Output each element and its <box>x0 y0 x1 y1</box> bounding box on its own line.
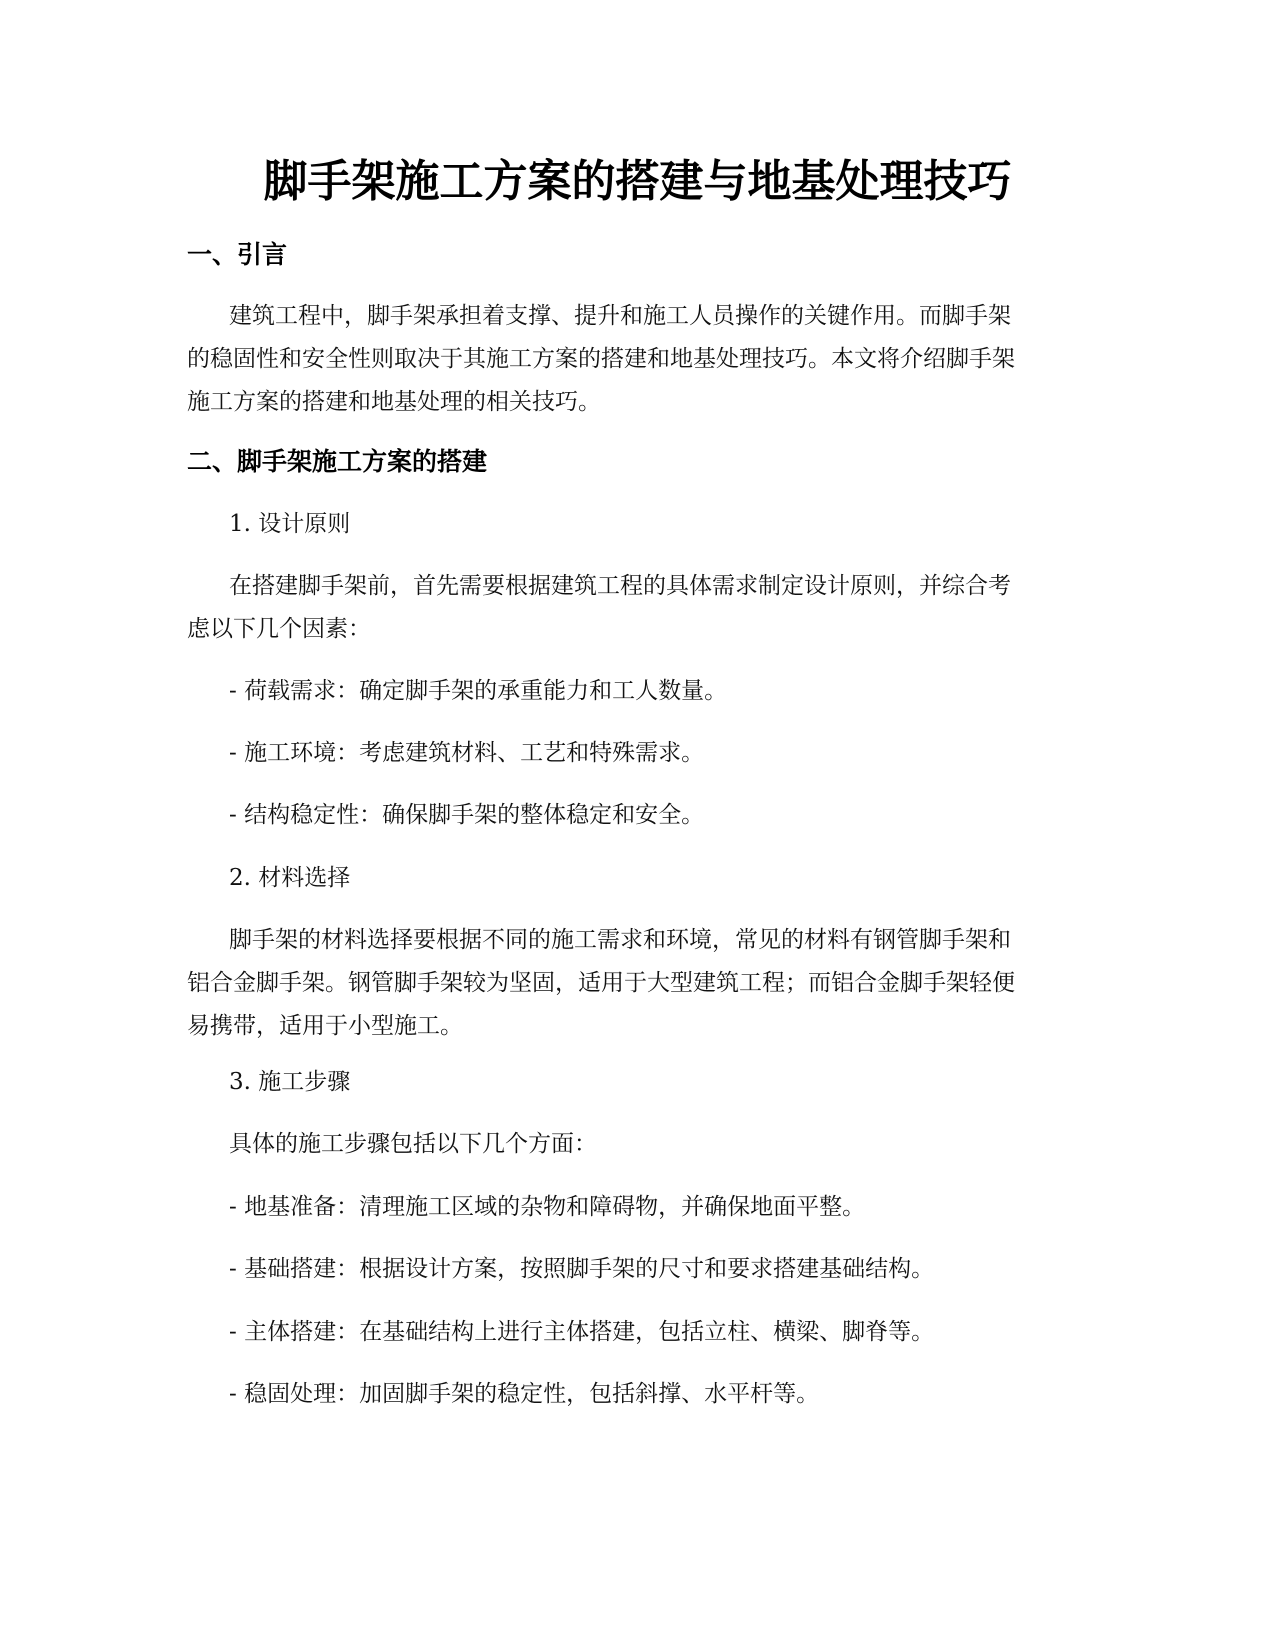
paragraph-line: 铝合金脚手架。钢管脚手架较为坚固，适用于大型建筑工程；而铝合金脚手架轻便 <box>187 970 1015 996</box>
list-item: - 施工环境：考虑建筑材料、工艺和特殊需求。 <box>229 740 705 766</box>
list-item: - 基础搭建：根据设计方案，按照脚手架的尺寸和要求搭建基础结构。 <box>229 1256 935 1282</box>
paragraph-line: 虑以下几个因素： <box>187 616 371 642</box>
document-title: 脚手架施工方案的搭建与地基处理技巧 <box>263 156 1012 207</box>
list-item: - 地基准备：清理施工区域的杂物和障碍物，并确保地面平整。 <box>229 1194 866 1220</box>
paragraph-line: 施工方案的搭建和地基处理的相关技巧。 <box>187 389 601 415</box>
paragraph-line: 的稳固性和安全性则取决于其施工方案的搭建和地基处理技巧。本文将介绍脚手架 <box>187 346 1015 372</box>
section-heading-construction: 二、脚手架施工方案的搭建 <box>187 447 488 476</box>
list-item: - 结构稳定性：确保脚手架的整体稳定和安全。 <box>229 802 705 828</box>
paragraph-line: 具体的施工步骤包括以下几个方面： <box>229 1131 597 1157</box>
list-item: - 稳固处理：加固脚手架的稳定性，包括斜撑、水平杆等。 <box>229 1381 820 1407</box>
paragraph-line: 建筑工程中，脚手架承担着支撑、提升和施工人员操作的关键作用。而脚手架 <box>229 303 1011 329</box>
subsection-title-design-principles: 1. 设计原则 <box>229 511 351 537</box>
section-heading-introduction: 一、引言 <box>187 240 288 269</box>
list-item: - 主体搭建：在基础结构上进行主体搭建，包括立柱、横梁、脚脊等。 <box>229 1319 935 1345</box>
paragraph-line: 脚手架的材料选择要根据不同的施工需求和环境，常见的材料有钢管脚手架和 <box>229 927 1011 953</box>
paragraph-line: 易携带，适用于小型施工。 <box>187 1013 463 1039</box>
subsection-title-construction-steps: 3. 施工步骤 <box>229 1069 351 1095</box>
paragraph-line: 在搭建脚手架前，首先需要根据建筑工程的具体需求制定设计原则，并综合考 <box>229 573 1011 599</box>
subsection-title-material-selection: 2. 材料选择 <box>229 865 351 891</box>
list-item: - 荷载需求：确定脚手架的承重能力和工人数量。 <box>229 678 728 704</box>
